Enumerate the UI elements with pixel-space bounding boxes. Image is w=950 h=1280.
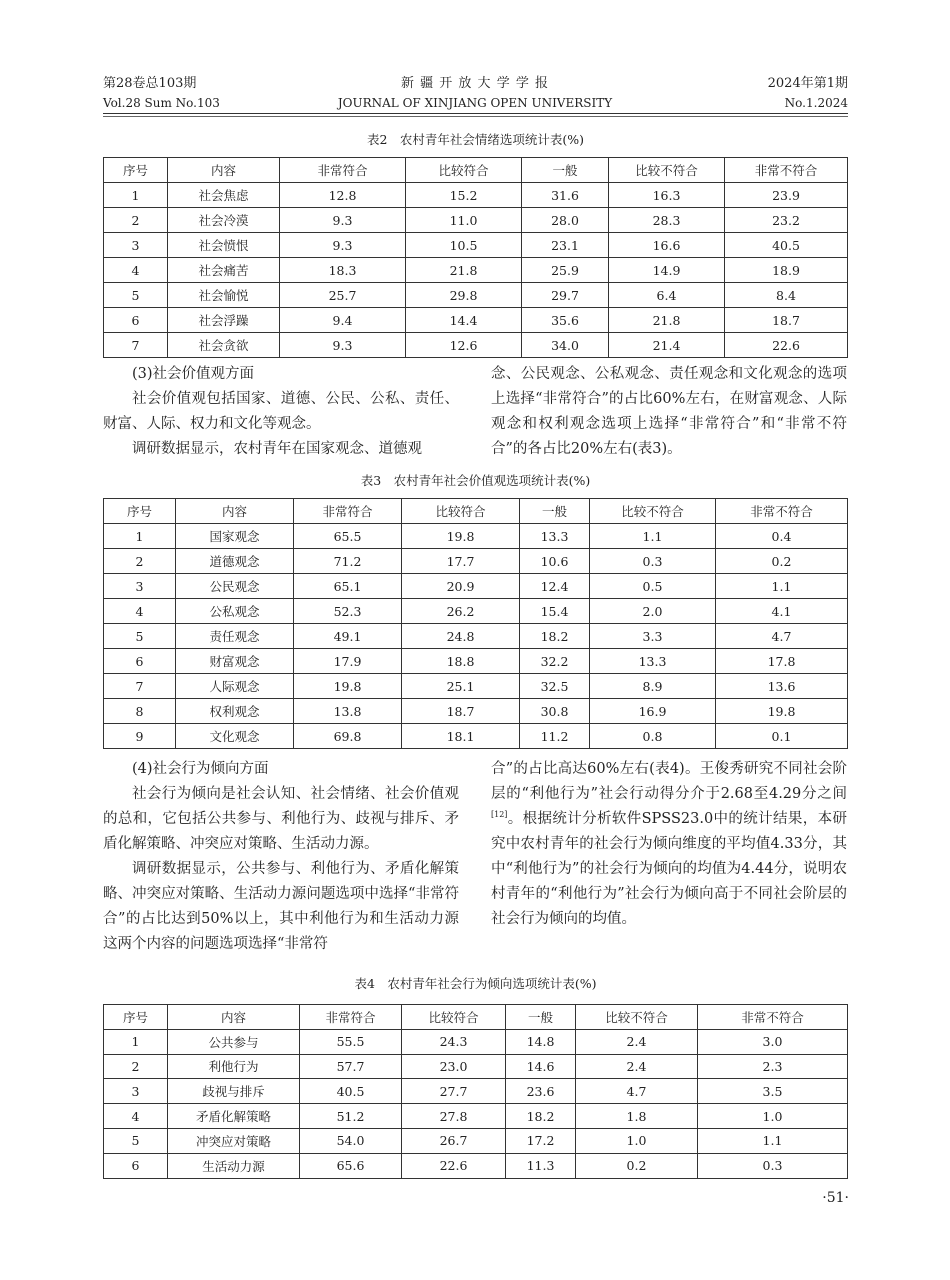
table-cell: 1 — [104, 524, 176, 549]
section4-text-b: 。根据统计分析软件SPSS23.0中的统计结果，本研究中农村青年的社会行为倾向维度的平均值4.33分，其中“利他行为”的社会行为倾向的均值为4.44分，说明农村青年的“利他行为”社会行为倾向高于不同社会阶层的社会行为倾向的均值。 — [491, 811, 847, 927]
table-cell: 12.6 — [406, 333, 522, 358]
column-header: 非常符合 — [280, 158, 406, 183]
table-cell: 23.0 — [402, 1054, 506, 1079]
section3-right-column — [491, 362, 847, 462]
column-header: 非常不符合 — [716, 499, 848, 524]
table-cell: 21.8 — [609, 308, 725, 333]
table-cell: 文化观念 — [176, 724, 294, 749]
table-cell: 0.1 — [716, 724, 848, 749]
section4-right-column — [491, 757, 847, 932]
table-cell: 6 — [104, 308, 168, 333]
table-cell: 2 — [104, 549, 176, 574]
table-cell: 3.0 — [698, 1029, 848, 1054]
table-cell: 13.8 — [294, 699, 402, 724]
table-cell: 10.6 — [520, 549, 590, 574]
volume-label-en: Vol.28 Sum No.103 — [103, 96, 220, 110]
table-cell: 9.4 — [280, 308, 406, 333]
page-number: ·51· — [822, 1190, 849, 1206]
column-header: 内容 — [168, 1005, 300, 1030]
table-header-row — [104, 499, 848, 524]
table-cell: 3 — [104, 1079, 168, 1104]
table-cell: 道德观念 — [176, 549, 294, 574]
table-header-row — [104, 158, 848, 183]
table-cell: 19.8 — [402, 524, 520, 549]
journal-title: 新 疆 开 放 大 学 学 报 — [401, 76, 549, 91]
table-cell: 54.0 — [300, 1128, 402, 1153]
column-header: 比较不符合 — [590, 499, 716, 524]
section4-text-a: 合”的占比高达60%左右(表4)。王俊秀研究不同社会阶层的“利他行为”社会行动得分介于2.68至4.29分之间 — [491, 761, 847, 802]
table-cell: 19.8 — [716, 699, 848, 724]
table-cell: 65.5 — [294, 524, 402, 549]
column-header: 非常不符合 — [725, 158, 848, 183]
table-row — [104, 1128, 848, 1153]
table-cell: 16.3 — [609, 183, 725, 208]
table-row — [104, 1029, 848, 1054]
table-cell: 29.8 — [406, 283, 522, 308]
table-cell: 17.2 — [506, 1128, 576, 1153]
table-cell: 24.3 — [402, 1029, 506, 1054]
table-cell: 26.2 — [402, 599, 520, 624]
column-header: 非常符合 — [294, 499, 402, 524]
table-cell: 14.8 — [506, 1029, 576, 1054]
column-header: 一般 — [506, 1005, 576, 1030]
column-header: 序号 — [104, 1005, 168, 1030]
table-cell: 歧视与排斥 — [168, 1079, 300, 1104]
table-cell: 18.7 — [402, 699, 520, 724]
table-cell: 27.7 — [402, 1079, 506, 1104]
table-cell: 17.8 — [716, 649, 848, 674]
header-rule — [103, 113, 848, 114]
table-row — [104, 624, 848, 649]
table-cell: 18.2 — [520, 624, 590, 649]
table-cell: 4 — [104, 599, 176, 624]
table-cell: 21.4 — [609, 333, 725, 358]
table-cell: 14.6 — [506, 1054, 576, 1079]
table-cell: 8.4 — [725, 283, 848, 308]
header-rule-thin — [103, 116, 848, 117]
table-cell: 18.1 — [402, 724, 520, 749]
table-row — [104, 649, 848, 674]
table-row — [104, 1054, 848, 1079]
table-cell: 社会贪欲 — [168, 333, 280, 358]
issue-label-en: No.1.2024 — [784, 96, 848, 110]
table-cell: 35.6 — [522, 308, 609, 333]
table-row — [104, 258, 848, 283]
table-cell: 25.7 — [280, 283, 406, 308]
table-cell: 8 — [104, 699, 176, 724]
table-cell: 57.7 — [300, 1054, 402, 1079]
table-cell: 23.1 — [522, 233, 609, 258]
table-row — [104, 308, 848, 333]
section4-paragraph-1: 社会行为倾向是社会认知、社会情绪、社会价值观的总和，它包括公共参与、利他行为、歧视与排斥、矛盾化解策略、冲突应对策略、生活动力源。 — [103, 786, 459, 852]
section3-paragraph-2: 调研数据显示，农村青年在国家观念、道德观 — [132, 441, 422, 457]
column-header: 比较符合 — [402, 499, 520, 524]
column-header: 序号 — [104, 158, 168, 183]
table-cell: 4.7 — [576, 1079, 698, 1104]
table-cell: 22.6 — [402, 1153, 506, 1178]
table-cell: 1.1 — [590, 524, 716, 549]
table-cell: 11.3 — [506, 1153, 576, 1178]
table-cell: 25.9 — [522, 258, 609, 283]
table-row — [104, 674, 848, 699]
table-cell: 5 — [104, 283, 168, 308]
table-cell: 23.6 — [506, 1079, 576, 1104]
table-row — [104, 699, 848, 724]
table-cell: 1.8 — [576, 1104, 698, 1129]
table-cell: 27.8 — [402, 1104, 506, 1129]
table-cell: 25.1 — [402, 674, 520, 699]
table-cell: 10.5 — [406, 233, 522, 258]
table-cell: 利他行为 — [168, 1054, 300, 1079]
table-cell: 2 — [104, 208, 168, 233]
table-cell: 3 — [104, 233, 168, 258]
table-cell: 16.6 — [609, 233, 725, 258]
table-cell: 责任观念 — [176, 624, 294, 649]
table-cell: 21.8 — [406, 258, 522, 283]
table-cell: 财富观念 — [176, 649, 294, 674]
table-cell: 社会冷漠 — [168, 208, 280, 233]
table-row — [104, 1153, 848, 1178]
table-cell: 9.3 — [280, 233, 406, 258]
table-cell: 7 — [104, 674, 176, 699]
column-header: 比较不符合 — [609, 158, 725, 183]
table-cell: 5 — [104, 1128, 168, 1153]
table-cell: 40.5 — [300, 1079, 402, 1104]
table-cell: 30.8 — [520, 699, 590, 724]
table-cell: 2.0 — [590, 599, 716, 624]
table-cell: 18.8 — [402, 649, 520, 674]
table-cell: 2 — [104, 1054, 168, 1079]
section3-heading: (3)社会价值观方面 — [132, 366, 255, 382]
table-cell: 32.5 — [520, 674, 590, 699]
table-row — [104, 208, 848, 233]
table-cell: 23.9 — [725, 183, 848, 208]
table-row — [104, 724, 848, 749]
column-header: 非常不符合 — [698, 1005, 848, 1030]
table-cell: 3 — [104, 574, 176, 599]
table-cell: 人际观念 — [176, 674, 294, 699]
table-cell: 社会痛苦 — [168, 258, 280, 283]
table-cell: 28.0 — [522, 208, 609, 233]
table-cell: 18.2 — [506, 1104, 576, 1129]
column-header: 比较符合 — [402, 1005, 506, 1030]
table-cell: 生活动力源 — [168, 1153, 300, 1178]
issue-label: 2024年第1期 — [767, 76, 848, 91]
table-cell: 34.0 — [522, 333, 609, 358]
table-cell: 65.6 — [300, 1153, 402, 1178]
table-cell: 11.0 — [406, 208, 522, 233]
table-cell: 3.3 — [590, 624, 716, 649]
table-cell: 65.1 — [294, 574, 402, 599]
table-cell: 22.6 — [725, 333, 848, 358]
table-cell: 9 — [104, 724, 176, 749]
column-header: 一般 — [520, 499, 590, 524]
table-cell: 23.2 — [725, 208, 848, 233]
table-cell: 4 — [104, 1104, 168, 1129]
table-cell: 4.1 — [716, 599, 848, 624]
table-cell: 20.9 — [402, 574, 520, 599]
section4-paragraph-2-cont — [491, 757, 847, 932]
table-cell: 公私观念 — [176, 599, 294, 624]
table-row — [104, 233, 848, 258]
table-cell: 40.5 — [725, 233, 848, 258]
section3-left-column — [103, 362, 459, 462]
table2 — [103, 157, 848, 358]
volume-label: 第28卷总103期 — [103, 76, 197, 91]
table-cell: 社会焦虑 — [168, 183, 280, 208]
table-cell: 55.5 — [300, 1029, 402, 1054]
table-cell: 52.3 — [294, 599, 402, 624]
table-cell: 公共参与 — [168, 1029, 300, 1054]
table-cell: 14.4 — [406, 308, 522, 333]
table2-caption: 表2 农村青年社会情绪选项统计表(%) — [366, 132, 585, 147]
table-cell: 国家观念 — [176, 524, 294, 549]
table-cell: 0.3 — [590, 549, 716, 574]
table-cell: 13.3 — [520, 524, 590, 549]
table-cell: 权利观念 — [176, 699, 294, 724]
table-cell: 12.4 — [520, 574, 590, 599]
table-cell: 0.5 — [590, 574, 716, 599]
table-cell: 1 — [104, 183, 168, 208]
table-cell: 9.3 — [280, 333, 406, 358]
table-cell: 1.0 — [698, 1104, 848, 1129]
table-cell: 社会愤恨 — [168, 233, 280, 258]
table-cell: 13.6 — [716, 674, 848, 699]
table-row — [104, 524, 848, 549]
table-cell: 18.9 — [725, 258, 848, 283]
table-row — [104, 1104, 848, 1129]
table-cell: 19.8 — [294, 674, 402, 699]
table-cell: 矛盾化解策略 — [168, 1104, 300, 1129]
table-cell: 71.2 — [294, 549, 402, 574]
table-cell: 9.3 — [280, 208, 406, 233]
table-cell: 6.4 — [609, 283, 725, 308]
table-cell: 24.8 — [402, 624, 520, 649]
table-cell: 11.2 — [520, 724, 590, 749]
table-cell: 18.7 — [725, 308, 848, 333]
table-cell: 1 — [104, 1029, 168, 1054]
table4 — [103, 1004, 848, 1179]
table-row — [104, 1079, 848, 1104]
table-cell: 6 — [104, 649, 176, 674]
table-cell: 2.4 — [576, 1029, 698, 1054]
table-cell: 0.8 — [590, 724, 716, 749]
table-cell: 社会浮躁 — [168, 308, 280, 333]
column-header: 一般 — [522, 158, 609, 183]
section3-paragraph-1: 社会价值观包括国家、道德、公民、公私、责任、财富、人际、权力和文化等观念。 — [103, 391, 459, 432]
table-cell: 18.3 — [280, 258, 406, 283]
table-cell: 49.1 — [294, 624, 402, 649]
section4-paragraph-2: 调研数据显示，公共参与、利他行为、矛盾化解策略、冲突应对策略、生活动力源问题选项中选择“非常符合”的占比达到50%以上，其中利他行为和生活动力源这两个内容的问题选项选择“非常符 — [103, 861, 459, 952]
table-row — [104, 333, 848, 358]
table-row — [104, 183, 848, 208]
table-cell: 51.2 — [300, 1104, 402, 1129]
table-cell: 14.9 — [609, 258, 725, 283]
table-cell: 0.4 — [716, 524, 848, 549]
table-header-row — [104, 1005, 848, 1030]
column-header: 内容 — [176, 499, 294, 524]
table-cell: 26.7 — [402, 1128, 506, 1153]
journal-title-en: JOURNAL OF XINJIANG OPEN UNIVERSITY — [337, 96, 613, 110]
table-cell: 4 — [104, 258, 168, 283]
table-cell: 1.1 — [698, 1128, 848, 1153]
table-cell: 1.0 — [576, 1128, 698, 1153]
table-cell: 0.2 — [576, 1153, 698, 1178]
table-row — [104, 599, 848, 624]
table-cell: 69.8 — [294, 724, 402, 749]
table-cell: 冲突应对策略 — [168, 1128, 300, 1153]
section4-heading: (4)社会行为倾向方面 — [132, 761, 269, 777]
table-cell: 15.4 — [520, 599, 590, 624]
table-cell: 6 — [104, 1153, 168, 1178]
column-header: 内容 — [168, 158, 280, 183]
table3-caption: 表3 农村青年社会价值观选项统计表(%) — [360, 473, 591, 488]
section3-paragraph-2-cont: 念、公民观念、公私观念、责任观念和文化观念的选项上选择“非常符合”的占比60%左右，在财富观念、人际观念和权利观念选项上选择“非常符合”和“非常不符合”的各占比20%左右(表3)。 — [491, 366, 847, 457]
column-header: 非常符合 — [300, 1005, 402, 1030]
table-cell: 0.2 — [716, 549, 848, 574]
table-cell: 17.7 — [402, 549, 520, 574]
table-cell: 社会愉悦 — [168, 283, 280, 308]
table-cell: 28.3 — [609, 208, 725, 233]
table-cell: 1.1 — [716, 574, 848, 599]
table-cell: 12.8 — [280, 183, 406, 208]
table-cell: 7 — [104, 333, 168, 358]
table-cell: 13.3 — [590, 649, 716, 674]
table-row — [104, 549, 848, 574]
table-cell: 31.6 — [522, 183, 609, 208]
table-cell: 2.3 — [698, 1054, 848, 1079]
table-cell: 公民观念 — [176, 574, 294, 599]
table-cell: 8.9 — [590, 674, 716, 699]
table-cell: 32.2 — [520, 649, 590, 674]
section4-left-column — [103, 757, 459, 957]
table-cell: 29.7 — [522, 283, 609, 308]
citation-ref[interactable]: [12] — [491, 810, 508, 820]
table-cell: 0.3 — [698, 1153, 848, 1178]
table-cell: 16.9 — [590, 699, 716, 724]
table-cell: 15.2 — [406, 183, 522, 208]
column-header: 序号 — [104, 499, 176, 524]
table-cell: 4.7 — [716, 624, 848, 649]
table-cell: 2.4 — [576, 1054, 698, 1079]
column-header: 比较符合 — [406, 158, 522, 183]
table-row — [104, 283, 848, 308]
table4-caption: 表4 农村青年社会行为倾向选项统计表(%) — [354, 976, 597, 991]
table-cell: 5 — [104, 624, 176, 649]
column-header: 比较不符合 — [576, 1005, 698, 1030]
table-row — [104, 574, 848, 599]
table3 — [103, 498, 848, 749]
table-cell: 17.9 — [294, 649, 402, 674]
table-cell: 3.5 — [698, 1079, 848, 1104]
